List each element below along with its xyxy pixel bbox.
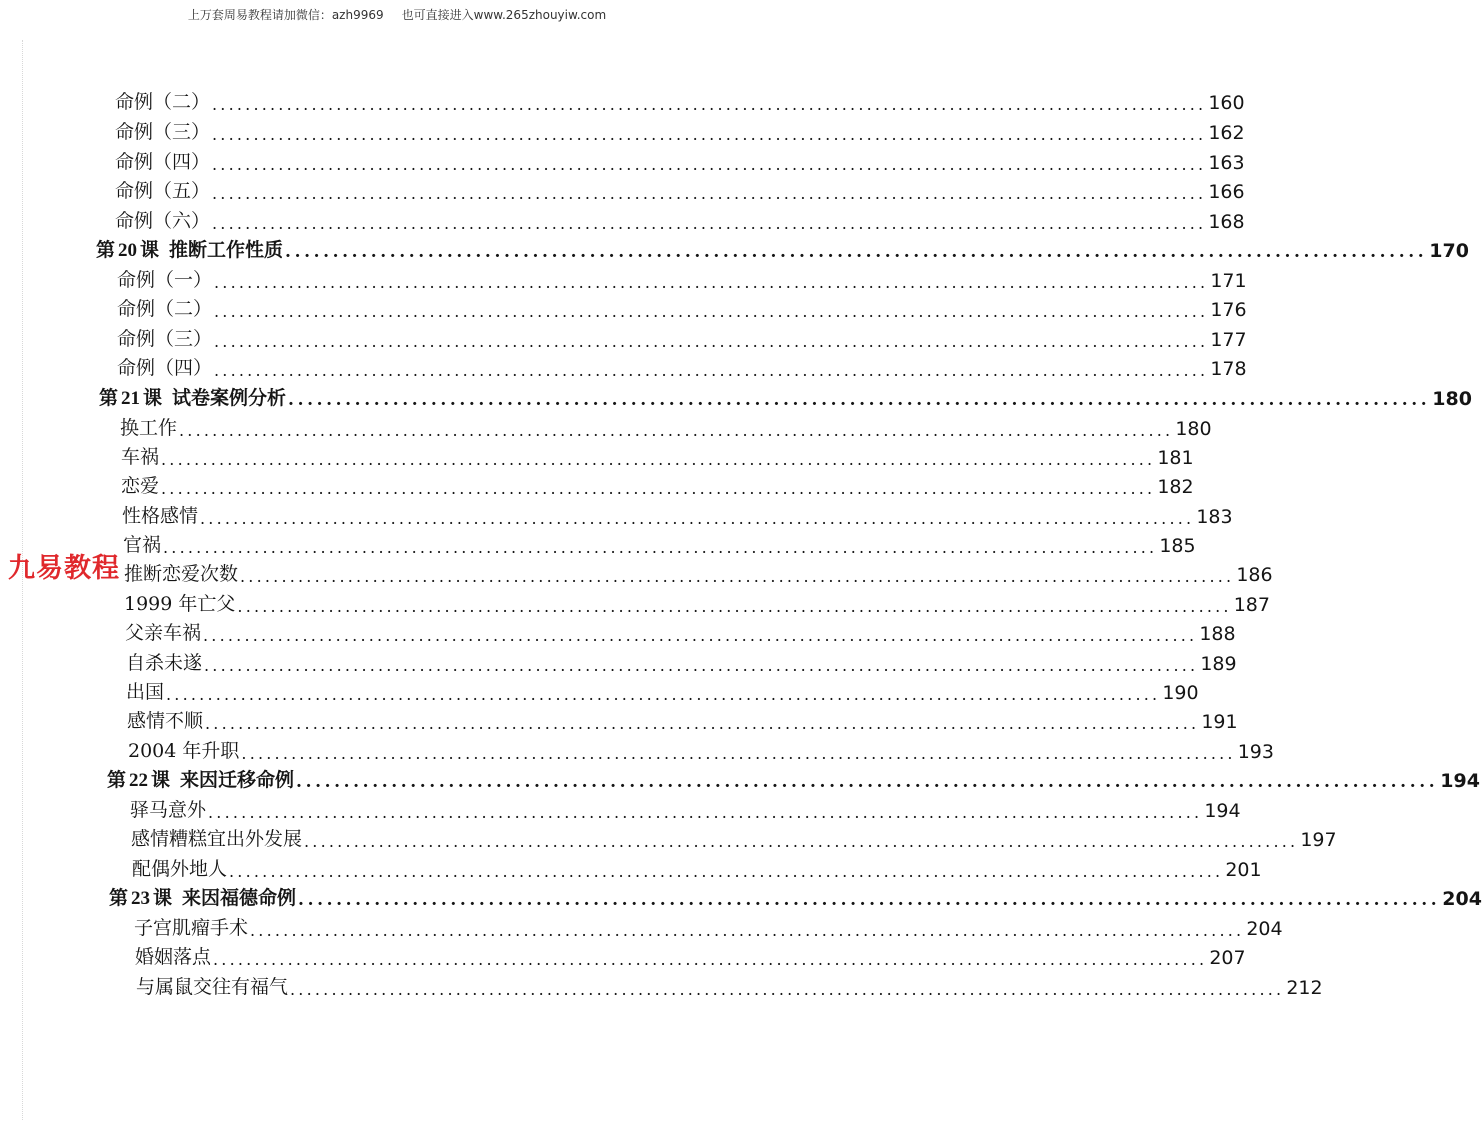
toc-lesson-entry [109, 882, 1482, 910]
lesson-suffix: 课 [143, 387, 163, 409]
toc-page-number: 212 [1286, 977, 1323, 999]
toc-page-number: 162 [1208, 122, 1245, 144]
toc-page-number: 204 [1246, 918, 1283, 940]
toc-entry-title: 感情糟糕宜出外发展 [131, 828, 303, 850]
dot-leader: ........................................................................................................................ [212, 95, 1207, 114]
dot-leader: ........................................................................................................................ [304, 832, 1299, 851]
lesson-number: 22 [129, 770, 149, 791]
toc-page-number: 178 [1210, 358, 1247, 380]
lesson-title: 来因福德命例 [182, 887, 297, 909]
toc-entry-title [96, 235, 283, 262]
toc-entry [127, 705, 1238, 733]
lesson-suffix: 课 [140, 239, 160, 261]
toc-entry-title: 自杀未遂 [126, 652, 203, 674]
toc-entry-title: 命例（三） [115, 121, 211, 143]
toc-entry-title: 子宫肌瘤手术 [134, 917, 249, 939]
dot-leader: ........................................................................................................................ [237, 597, 1232, 616]
toc-entry-title [109, 883, 296, 910]
toc-entry-title: 换工作 [120, 417, 178, 439]
toc-entry-title: 命例（一） [117, 269, 213, 291]
dot-leader: ........................................................................................................................ [200, 509, 1195, 528]
toc-page-number: 194 [1204, 800, 1241, 822]
toc-entry-title: 命例（二） [117, 298, 213, 320]
toc-entry [131, 823, 1337, 851]
toc-entry-title: 恋爱 [121, 475, 160, 497]
toc-page-number: 176 [1210, 299, 1247, 321]
dot-leader: ........................................................................................................................ [288, 390, 1431, 410]
toc-page-number: 204 [1442, 888, 1482, 910]
toc-lesson-entry [99, 382, 1472, 410]
toc-entry-title: 命例（五） [115, 180, 211, 202]
toc-entry [117, 323, 1247, 351]
lesson-title: 推断工作性质 [169, 239, 284, 261]
lesson-prefix: 第 [109, 887, 129, 909]
lesson-title: 试卷案例分析 [172, 387, 287, 409]
toc-entry-title: 车祸 [121, 446, 160, 468]
toc-entry [124, 558, 1273, 586]
dot-leader: ........................................................................................................................ [285, 242, 1428, 262]
dot-leader: ........................................................................................................................ [298, 890, 1441, 910]
toc-page-number: 183 [1196, 506, 1233, 528]
toc-page-number: 188 [1199, 623, 1236, 645]
toc-entry [115, 86, 1245, 114]
toc-lesson-entry [107, 764, 1480, 792]
toc-page-number: 207 [1209, 947, 1246, 969]
dot-leader: ........................................................................................................................ [296, 772, 1439, 792]
dot-leader: ........................................................................................................................ [214, 273, 1209, 292]
toc-entry [120, 412, 1212, 440]
lesson-number: 23 [131, 888, 151, 909]
toc-entry-title: 驿马意外 [130, 799, 207, 821]
dot-leader: ........................................................................................................................ [212, 184, 1207, 203]
toc-entry-title: 推断恋爱次数 [124, 563, 239, 585]
dot-leader: ........................................................................................................................ [161, 450, 1156, 469]
toc-entry [132, 853, 1262, 881]
toc-page-number: 180 [1432, 388, 1472, 410]
toc-entry-title: 配偶外地人 [132, 858, 228, 880]
dot-leader: ........................................................................................................................ [290, 980, 1285, 999]
dot-leader: ........................................................................................................................ [250, 921, 1245, 940]
toc-entry-title: 2004 年升职 [128, 740, 240, 762]
toc-page-number: 187 [1233, 594, 1270, 616]
toc-entry-title: 感情不顺 [127, 710, 204, 732]
dot-leader: ........................................................................................................................ [203, 626, 1198, 645]
dot-leader: ........................................................................................................................ [241, 744, 1236, 763]
toc-page-number: 170 [1429, 240, 1469, 262]
dot-leader: ........................................................................................................................ [163, 538, 1158, 557]
toc-entry [115, 146, 1245, 174]
header-website-text: 也可直接进入www.265zhouyiw.com [401, 8, 607, 22]
toc-entry-title: 婚姻落点 [135, 946, 212, 968]
dot-leader: ........................................................................................................................ [214, 302, 1209, 321]
toc-entry [136, 971, 1323, 999]
toc-page-number: 193 [1237, 741, 1274, 763]
dot-leader: ........................................................................................................................ [212, 214, 1207, 233]
toc-entry [130, 794, 1241, 822]
toc-entry [124, 588, 1270, 616]
toc-entry-title: 性格感情 [122, 505, 199, 527]
dot-leader: ........................................................................................................................ [229, 862, 1224, 881]
lesson-number: 20 [118, 240, 138, 261]
toc-page-number: 197 [1300, 829, 1337, 851]
toc-entry-title: 命例（四） [115, 151, 211, 173]
header-wechat-text: 上万套周易教程请加微信：azh9969 [187, 8, 384, 22]
dot-leader: ........................................................................................................................ [204, 656, 1199, 675]
toc-entry [115, 205, 1245, 233]
toc-entry [122, 500, 1233, 528]
dot-leader: ........................................................................................................................ [212, 155, 1207, 174]
dot-leader: ........................................................................................................................ [208, 803, 1203, 822]
dot-leader: ........................................................................................................................ [214, 361, 1209, 380]
toc-entry [121, 441, 1194, 469]
toc-entry-title: 出国 [126, 681, 165, 703]
toc-lesson-entry [96, 234, 1469, 262]
toc-page-number: 201 [1225, 859, 1262, 881]
dot-leader: ........................................................................................................................ [166, 685, 1161, 704]
toc-page-number: 180 [1175, 418, 1212, 440]
dot-leader: ........................................................................................................................ [212, 125, 1207, 144]
dot-leader: ........................................................................................................................ [214, 332, 1209, 351]
toc-entry-title: 命例（二） [115, 91, 211, 113]
toc-entry [117, 352, 1247, 380]
toc-entry [126, 647, 1237, 675]
toc-page-number: 163 [1208, 152, 1245, 174]
toc-entry-title [99, 383, 286, 410]
lesson-prefix: 第 [96, 239, 116, 261]
dot-leader: ........................................................................................................................ [205, 714, 1200, 733]
toc-page-number: 190 [1162, 682, 1199, 704]
toc-entry [125, 617, 1236, 645]
toc-page-number: 185 [1159, 535, 1196, 557]
toc-page-number: 168 [1208, 211, 1245, 233]
toc-entry-title [107, 765, 294, 792]
toc-page-number: 177 [1210, 329, 1247, 351]
watermark-logo: 九易教程 [8, 553, 120, 584]
toc-entry-title: 命例（六） [115, 210, 211, 232]
toc-entry-title: 官祸 [123, 534, 162, 556]
toc-page-number: 166 [1208, 181, 1245, 203]
toc-page-number: 181 [1157, 447, 1194, 469]
toc-entry [135, 941, 1246, 969]
lesson-suffix: 课 [153, 887, 173, 909]
toc-entry [128, 735, 1274, 763]
toc-page-number: 189 [1200, 653, 1237, 675]
lesson-title: 来因迁移命例 [180, 769, 295, 791]
dot-leader: ........................................................................................................................ [161, 479, 1156, 498]
dot-leader: ........................................................................................................................ [179, 421, 1174, 440]
toc-entry [121, 470, 1194, 498]
toc-entry [126, 676, 1199, 704]
toc-entry-title: 1999 年亡父 [124, 593, 236, 615]
toc-entry [134, 912, 1283, 940]
dot-leader: ........................................................................................................................ [240, 567, 1235, 586]
toc-entry [115, 175, 1245, 203]
toc-page-number: 194 [1440, 770, 1480, 792]
toc-entry-title: 与属鼠交往有福气 [136, 976, 289, 998]
toc-entry [123, 529, 1196, 557]
toc-page-number: 186 [1236, 564, 1273, 586]
toc-page-number: 182 [1157, 476, 1194, 498]
toc-entry-title: 命例（四） [117, 357, 213, 379]
dot-leader: ........................................................................................................................ [213, 950, 1208, 969]
lesson-number: 21 [121, 388, 141, 409]
toc-page-number: 191 [1201, 711, 1238, 733]
toc-page-number: 160 [1208, 92, 1245, 114]
toc-entry-title: 父亲车祸 [125, 622, 202, 644]
toc-entry [117, 264, 1247, 292]
toc-page-number: 171 [1210, 270, 1247, 292]
lesson-prefix: 第 [99, 387, 119, 409]
lesson-suffix: 课 [151, 769, 171, 791]
toc-entry [117, 293, 1247, 321]
lesson-prefix: 第 [107, 769, 127, 791]
toc-entry [115, 116, 1245, 144]
page-header [0, 6, 794, 23]
toc-entry-title: 命例（三） [117, 328, 213, 350]
